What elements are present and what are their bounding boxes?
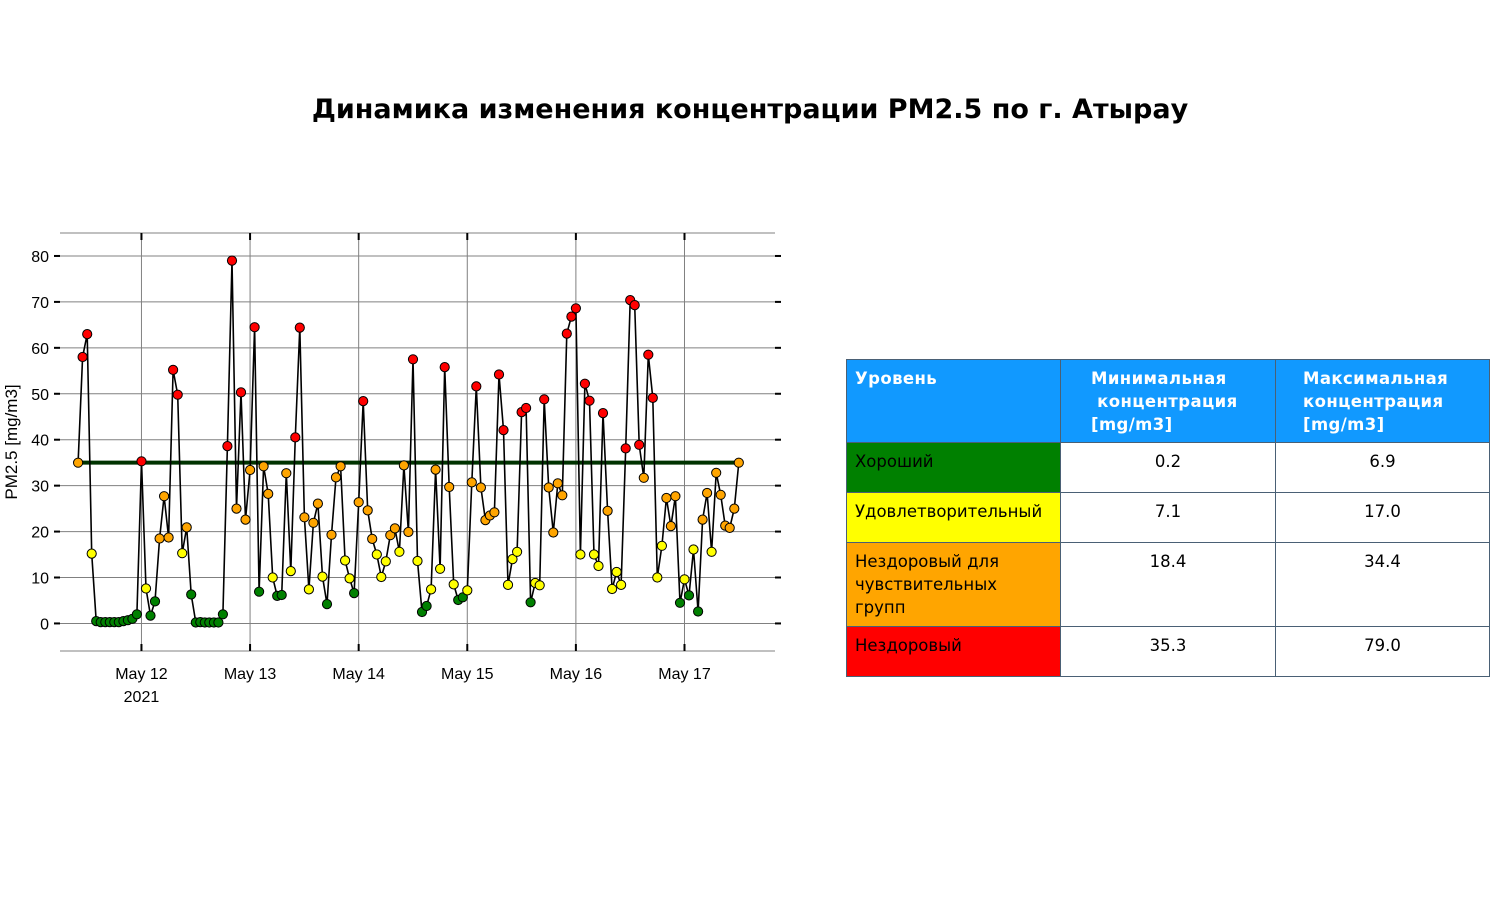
data-point: [684, 591, 693, 600]
data-point: [291, 433, 300, 442]
x-tick-year-label: 2021: [123, 689, 160, 706]
data-point: [522, 403, 531, 412]
table-row: [847, 493, 1490, 543]
data-point: [368, 534, 377, 543]
data-point: [187, 590, 196, 599]
data-point: [372, 550, 381, 559]
data-point: [639, 473, 648, 482]
data-point: [571, 304, 580, 313]
data-point: [716, 490, 725, 499]
y-tick-label: 60: [31, 340, 49, 358]
data-point: [363, 506, 372, 515]
level-cell: Хороший: [847, 443, 1061, 493]
data-point: [74, 458, 83, 467]
x-tick-label: May 15: [441, 666, 494, 683]
header-text: концентрация: [1303, 392, 1444, 411]
data-point: [562, 329, 571, 338]
data-point: [354, 498, 363, 507]
data-point: [413, 556, 422, 565]
data-point: [580, 379, 589, 388]
min-cell: 18.4: [1061, 543, 1276, 627]
data-point: [666, 522, 675, 531]
data-point: [526, 598, 535, 607]
data-point: [617, 580, 626, 589]
data-point: [503, 580, 512, 589]
data-point: [490, 508, 499, 517]
data-point: [553, 479, 562, 488]
data-point: [313, 499, 322, 508]
data-point: [422, 601, 431, 610]
data-point: [236, 388, 245, 397]
data-point: [567, 312, 576, 321]
data-point: [264, 489, 273, 498]
data-point: [585, 396, 594, 405]
min-cell: 0.2: [1061, 443, 1276, 493]
data-point: [635, 440, 644, 449]
data-point: [395, 547, 404, 556]
data-point: [549, 528, 558, 537]
header-text: Уровень: [855, 369, 938, 388]
table-row: [847, 627, 1490, 677]
data-point: [431, 465, 440, 474]
data-point: [173, 390, 182, 399]
header-text: Максимальная: [1303, 369, 1449, 388]
data-point: [712, 468, 721, 477]
marker-layer: [74, 256, 744, 627]
data-point: [227, 256, 236, 265]
data-point: [725, 523, 734, 532]
table-body: [847, 443, 1490, 677]
data-point: [603, 506, 612, 515]
data-point: [408, 355, 417, 364]
data-point: [250, 323, 259, 332]
data-point: [445, 482, 454, 491]
data-point: [404, 527, 413, 536]
data-point: [322, 600, 331, 609]
page-title: Динамика изменения концентрации PM2.5 по г. Атырау: [311, 94, 1189, 125]
data-point: [657, 541, 666, 550]
data-point: [318, 572, 327, 581]
data-point: [377, 572, 386, 581]
table-row: [847, 543, 1490, 627]
data-point: [703, 488, 712, 497]
data-point: [331, 473, 340, 482]
max-cell: 79.0: [1276, 627, 1490, 677]
table-header-cell: [1276, 360, 1490, 443]
data-point: [137, 457, 146, 466]
data-point: [327, 530, 336, 539]
data-point: [630, 301, 639, 310]
data-point: [698, 515, 707, 524]
data-point: [707, 547, 716, 556]
min-cell: 7.1: [1061, 493, 1276, 543]
data-point: [540, 395, 549, 404]
data-point: [160, 492, 169, 501]
data-point: [336, 462, 345, 471]
data-point: [304, 585, 313, 594]
data-point: [449, 580, 458, 589]
data-point: [277, 590, 286, 599]
max-cell: 6.9: [1276, 443, 1490, 493]
y-tick-label: 20: [31, 524, 49, 542]
x-tick-label: May 13: [223, 666, 277, 683]
data-point: [499, 426, 508, 435]
max-cell: 34.4: [1276, 543, 1490, 627]
data-point: [644, 350, 653, 359]
data-point: [350, 589, 359, 598]
data-point: [87, 549, 96, 558]
data-point: [436, 564, 445, 573]
data-point: [648, 393, 657, 402]
data-point: [558, 491, 567, 500]
data-point: [223, 442, 232, 451]
max-cell: 17.0: [1276, 493, 1490, 543]
data-point: [535, 581, 544, 590]
data-point: [463, 586, 472, 595]
data-point: [662, 493, 671, 502]
y-tick-label: 30: [31, 478, 49, 496]
data-point: [141, 584, 150, 593]
data-point: [513, 547, 522, 556]
header-text: [mg/m3]: [1303, 415, 1385, 434]
y-tick-label: 70: [31, 294, 49, 312]
data-point: [494, 370, 503, 379]
header-text: [mg/m3]: [1091, 415, 1173, 434]
x-tick-label: May 12: [115, 666, 168, 683]
data-point: [164, 533, 173, 542]
level-cell: Нездоровый для чувствительных групп: [847, 543, 1061, 627]
data-point: [594, 561, 603, 570]
data-point: [182, 523, 191, 532]
data-point: [694, 607, 703, 616]
data-point: [467, 478, 476, 487]
y-tick-label: 10: [31, 570, 49, 588]
data-point: [680, 575, 689, 584]
data-point: [341, 556, 350, 565]
table-row: [847, 443, 1490, 493]
data-point: [608, 584, 617, 593]
data-point: [83, 330, 92, 339]
y-tick-label: 50: [31, 386, 49, 404]
data-point: [300, 513, 309, 522]
level-cell: Нездоровый: [847, 627, 1061, 677]
chart-grid: [60, 233, 775, 651]
y-tick-label: 40: [31, 432, 49, 450]
y-axis-label: PM2.5 [mg/m3]: [2, 384, 21, 500]
y-tick-label: 0: [40, 616, 49, 634]
data-point: [730, 504, 739, 513]
x-tick-label: May 14: [332, 666, 385, 683]
header-text: Минимальная: [1091, 369, 1227, 388]
data-point: [169, 365, 178, 374]
data-point: [150, 597, 159, 606]
data-point: [399, 461, 408, 470]
data-point: [255, 587, 264, 596]
data-point: [675, 598, 684, 607]
data-point: [381, 557, 390, 566]
data-point: [612, 567, 621, 576]
data-point: [78, 352, 87, 361]
data-point: [476, 483, 485, 492]
data-point: [232, 504, 241, 513]
data-point: [472, 382, 481, 391]
data-point: [440, 363, 449, 372]
data-point: [544, 483, 553, 492]
data-point: [178, 549, 187, 558]
data-point: [259, 462, 268, 471]
data-point: [427, 585, 436, 594]
data-point: [598, 409, 607, 418]
data-point: [390, 524, 399, 533]
x-tick-label: May 16: [549, 666, 603, 683]
x-tick-label: May 17: [658, 666, 711, 683]
data-point: [734, 458, 743, 467]
data-point: [214, 618, 223, 627]
level-cell: Удовлетворительный: [847, 493, 1061, 543]
data-point: [268, 573, 277, 582]
data-point: [345, 574, 354, 583]
data-point: [241, 515, 250, 524]
data-point: [295, 323, 304, 332]
data-point: [359, 397, 368, 406]
data-point: [653, 573, 662, 582]
pm25-levels-table: [846, 359, 1490, 677]
header-text: концентрация: [1091, 392, 1238, 411]
y-tick-label: 80: [31, 248, 49, 266]
data-point: [155, 534, 164, 543]
data-point: [286, 567, 295, 576]
data-point: [282, 469, 291, 478]
data-point: [146, 611, 155, 620]
data-point: [589, 550, 598, 559]
data-point: [132, 610, 141, 619]
data-point: [309, 518, 318, 527]
data-point: [576, 550, 585, 559]
data-point: [689, 545, 698, 554]
min-cell: 35.3: [1061, 627, 1276, 677]
table-header-row: [847, 360, 1490, 443]
table-header-cell: [847, 360, 1061, 443]
data-point: [218, 610, 227, 619]
data-point: [671, 492, 680, 501]
data-point: [246, 465, 255, 474]
table-header-cell: [1061, 360, 1276, 443]
data-point: [621, 444, 630, 453]
